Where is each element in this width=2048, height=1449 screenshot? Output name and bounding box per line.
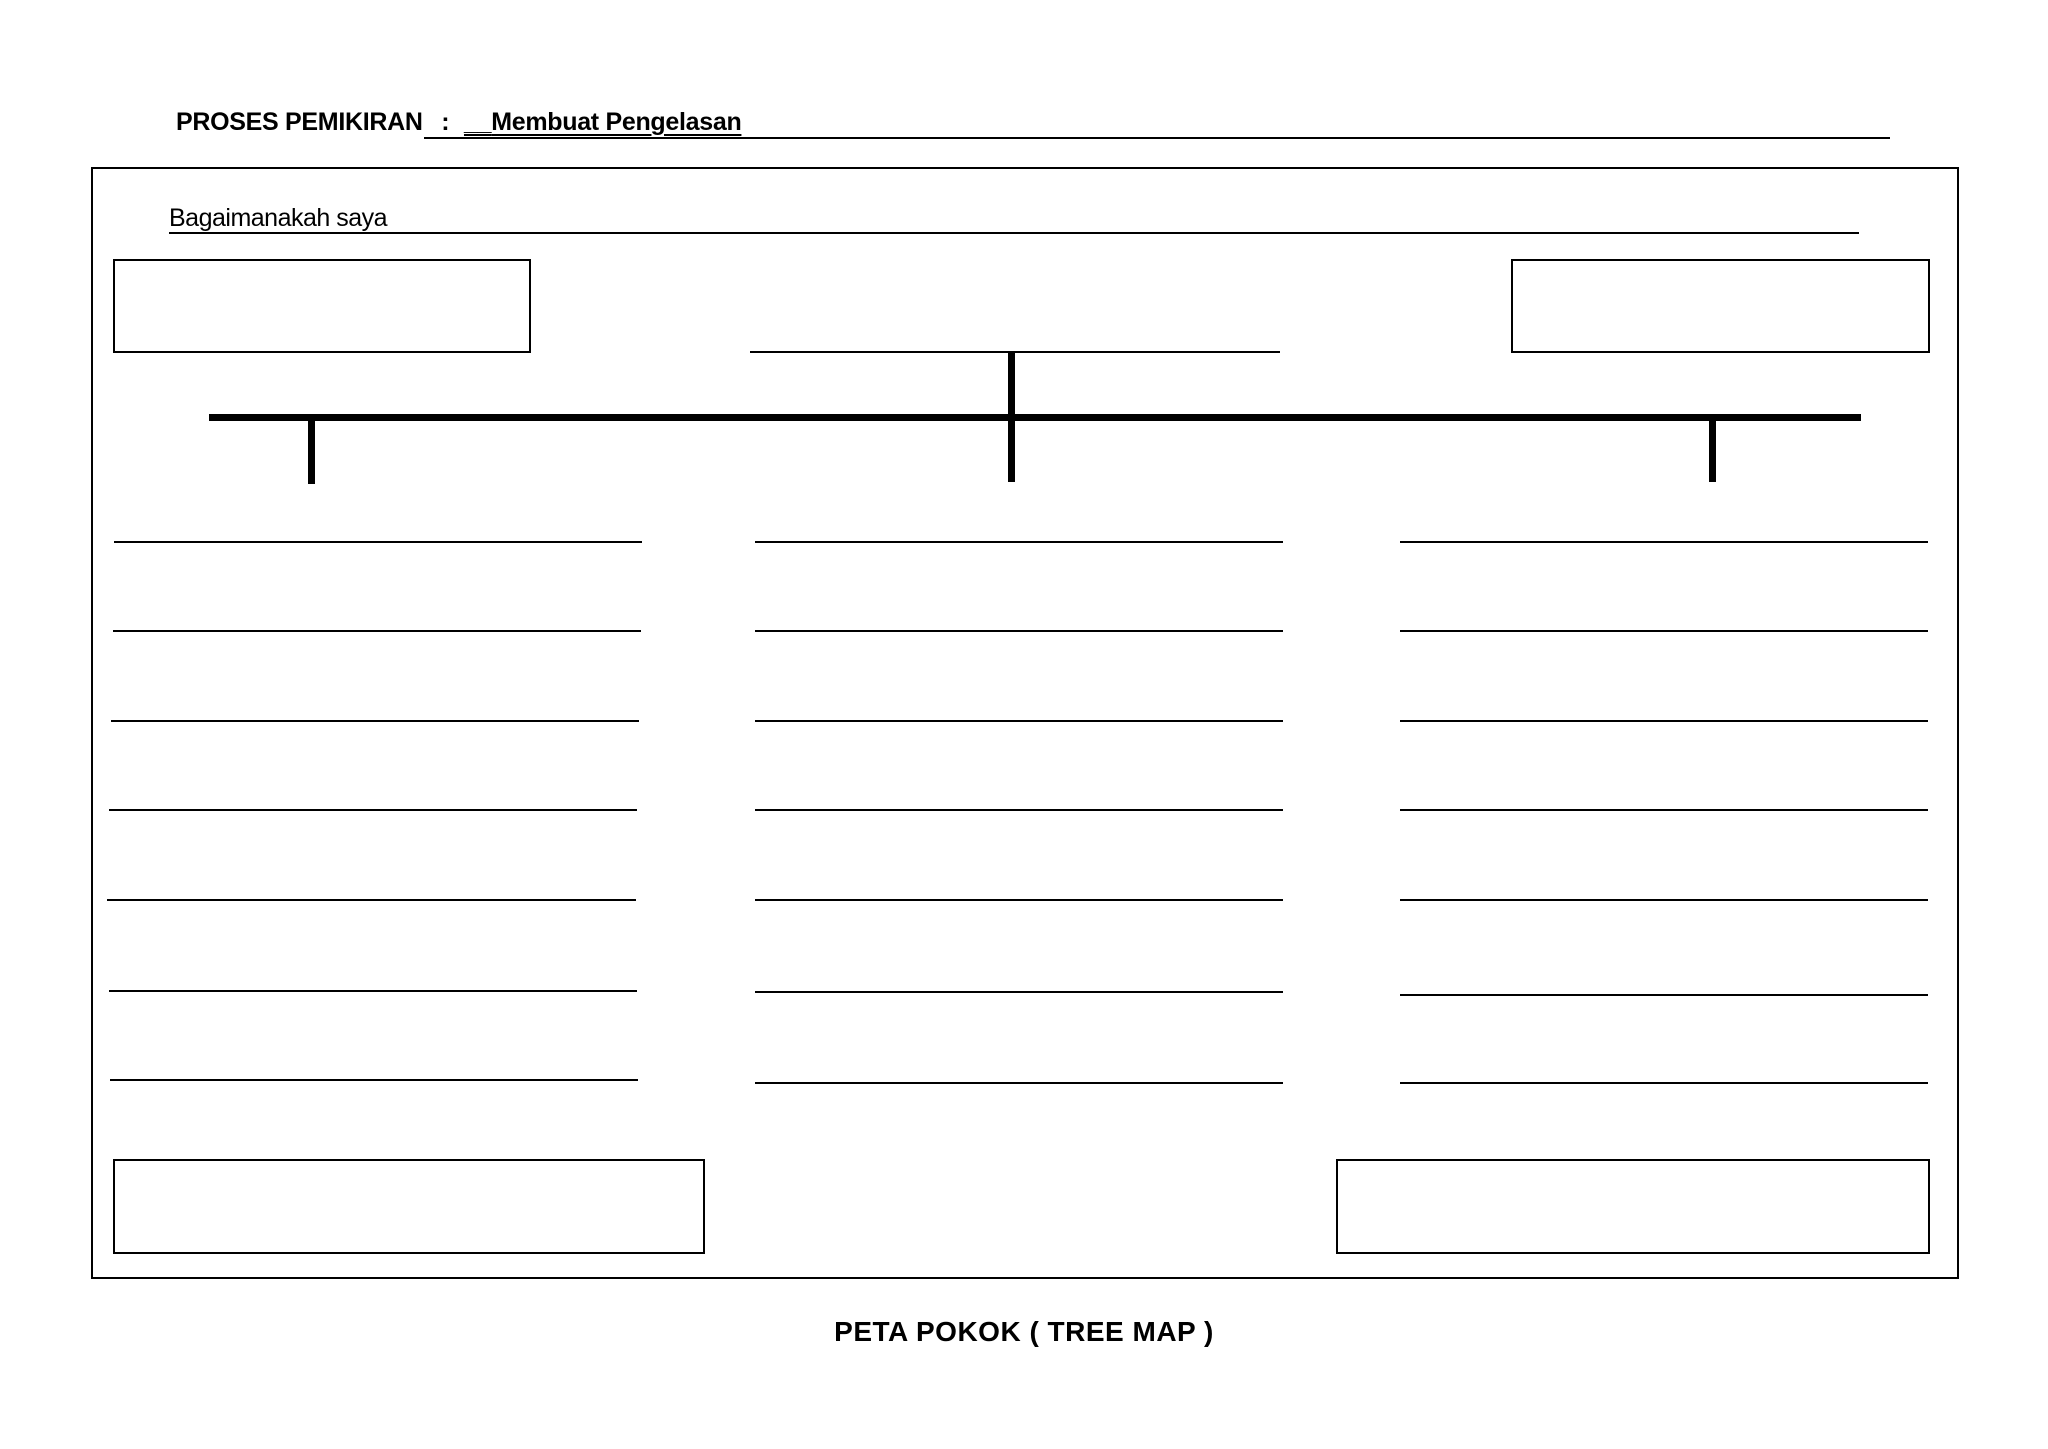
header-prefix-blank: __ [463,108,492,136]
center-answer-line[interactable] [755,630,1283,632]
right-answer-line[interactable] [1400,541,1928,543]
right-answer-line[interactable] [1400,899,1928,901]
right-answer-line[interactable] [1400,994,1928,996]
top-right-box[interactable] [1511,259,1930,353]
main-branch [209,414,1861,421]
left-answer-line[interactable] [109,809,637,811]
right-branch-stem [1709,414,1716,482]
tree-map-title: PETA POKOK ( TREE MAP ) [834,1316,1214,1347]
left-answer-line[interactable] [111,720,639,722]
thinking-process-value: Membuat Pengelasan [491,108,742,136]
question-answer-line[interactable] [169,232,1859,234]
right-answer-line[interactable] [1400,809,1928,811]
header-answer-line [424,137,1890,139]
left-answer-line[interactable] [113,630,641,632]
thinking-process-header [176,108,741,137]
header-colon: : [441,108,450,136]
center-answer-line[interactable] [755,541,1283,543]
center-answer-line[interactable] [755,899,1283,901]
left-answer-line[interactable] [107,899,636,901]
left-answer-line[interactable] [109,990,637,992]
right-answer-line[interactable] [1400,720,1928,722]
bottom-right-box[interactable] [1336,1159,1930,1254]
top-left-box[interactable] [113,259,531,353]
center-branch-stem [1008,414,1015,482]
center-answer-line[interactable] [755,809,1283,811]
center-answer-line[interactable] [755,720,1283,722]
left-answer-line[interactable] [114,541,642,543]
bottom-left-box[interactable] [113,1159,705,1254]
right-answer-line[interactable] [1400,630,1928,632]
right-answer-line[interactable] [1400,1082,1928,1084]
thinking-process-label: PROSES PEMIKIRAN [176,108,423,136]
question-prompt: Bagaimanakah saya [169,204,388,232]
center-answer-line[interactable] [755,991,1283,993]
left-answer-line[interactable] [110,1079,638,1081]
center-answer-line[interactable] [755,1082,1283,1084]
left-branch-stem [308,414,315,484]
topic-line[interactable] [750,351,1280,353]
